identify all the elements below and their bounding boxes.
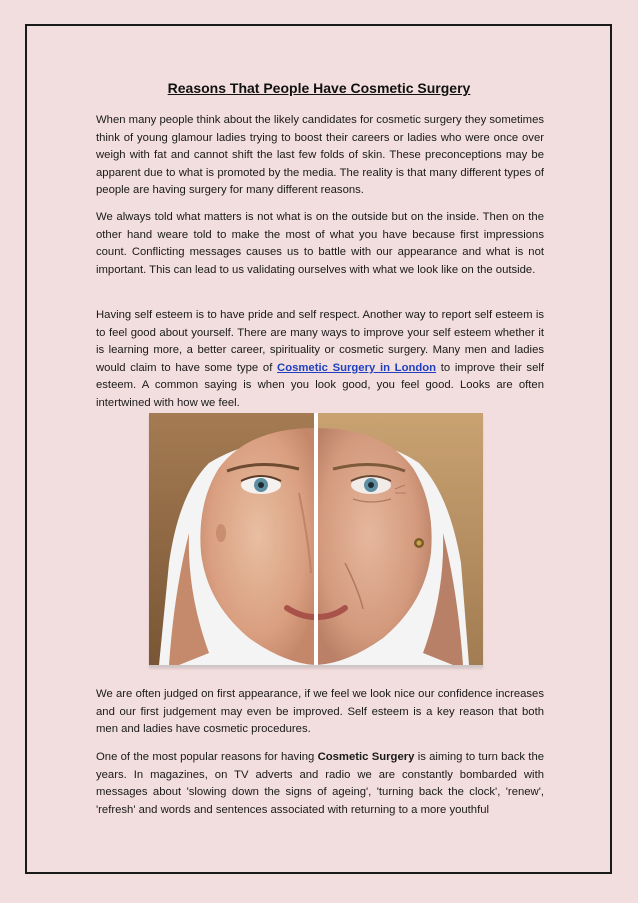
paragraph-1: When many people think about the likely candidates for cosmetic surgery they sometimes think of young glamour ladies trying to boost their careers or ladies who were once over weigh with fat and cannot shift the last few folds of skin. These preconceptions may be apparent due to what is promoted by the media. The reality is that many different types of people are having surgery for many different reasons. (96, 114, 544, 197)
face-comparison-image (149, 413, 483, 665)
paragraph-5-text-after: is aiming to turn back the years. In magazines, on TV adverts and radio we are constantly bombarded with messages about 'slowing down the signs of ageing', 'turning back the clock', 'renew', 'refresh' and words and sentences associated with returning to a more youthful (96, 751, 545, 816)
paragraph-4: We are often judged on first appearance, if we feel we look nice our confidence increases and our first judgement may even be improved. Self esteem is a key reason that both men and ladies have cosmetic procedures. (96, 688, 544, 736)
paragraph-3-text-after: to improve their self esteem. A common saying is when you look good, you feel good. Looks are often intertwined with how we feel. (96, 361, 545, 409)
paragraph-5 (96, 749, 544, 819)
cosmetic-surgery-bold-term: Cosmetic Surgery (317, 751, 415, 763)
paragraph-3-text-before: Having self esteem is to have pride and self respect. Another way to report self esteem is to feel good about yourself. There are many ways to improve your self esteem whether it is learning more, a better career, spirituality or cosmetic surgery. Many men and ladies would claim to have some type of (96, 309, 544, 374)
paragraph-3 (96, 307, 544, 413)
cosmetic-surgery-london-link[interactable]: Cosmetic Surgery in London (277, 361, 437, 374)
paragraph-2: We always told what matters is not what is on the outside but on the inside. Then on the other hand weare told to make the most of what you have because first impressions count. Conflicting messages causes us to battle with our appearance and what is not important. This can lead to us validating ourselves with what we look like on the outside. (96, 211, 544, 276)
document-title: Reasons That People Have Cosmetic Surgery (167, 80, 471, 96)
split-divider (314, 413, 318, 665)
before-after-face-photo (149, 413, 483, 667)
paragraph-5-text-before: One of the most popular reasons for having (96, 751, 318, 763)
